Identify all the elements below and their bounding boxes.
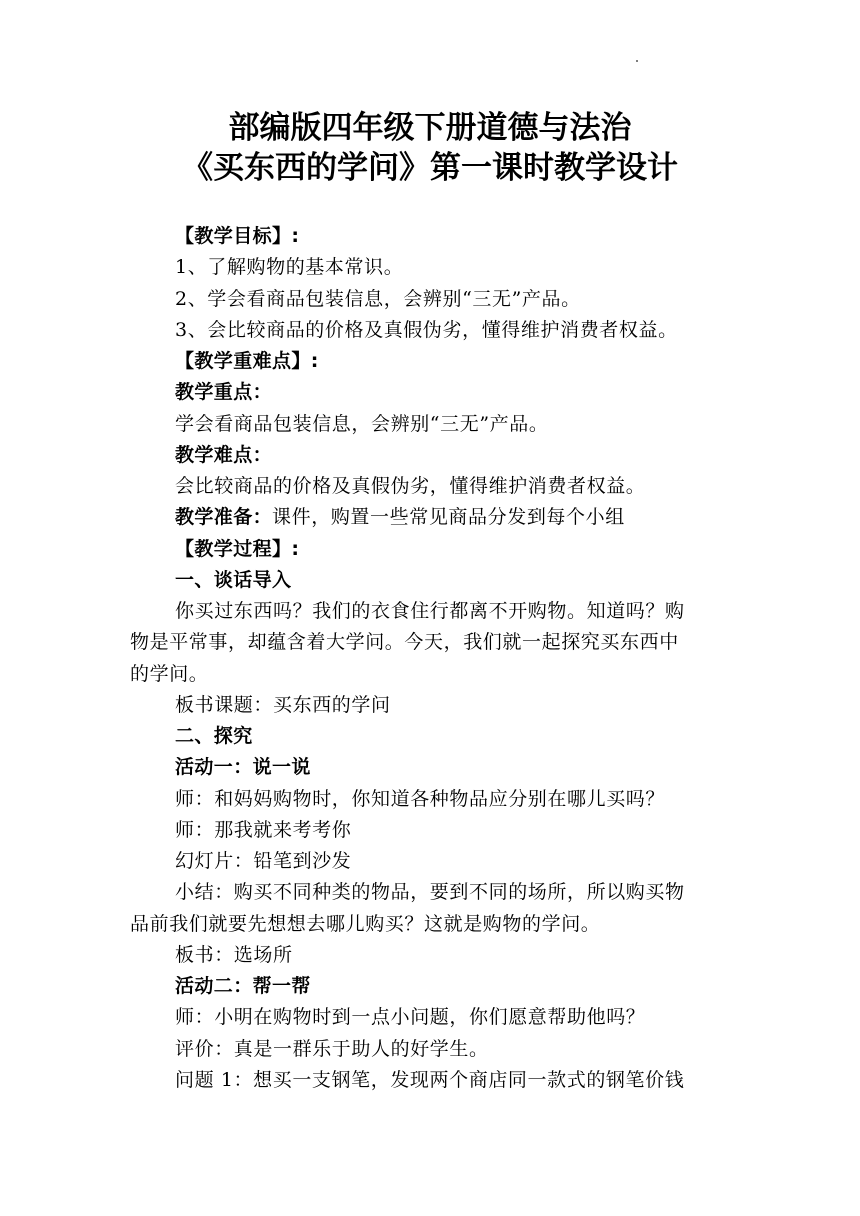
subheading-key-point: 教学重点： xyxy=(175,381,273,404)
activity-heading-1: 活动一：说一说 xyxy=(175,756,311,779)
paragraph-line: 物是平常事，却蕴含着大学问。今天，我们就一起探究买东西中 xyxy=(130,631,679,654)
difficulty-text: 会比较商品的价格及真假伪劣，懂得维护消费者权益。 xyxy=(175,475,646,497)
document-title-line-1: 部编版四年级下册道德与法治 xyxy=(228,110,632,146)
paragraph-line: 师：小明在购物时到一点小问题，你们愿意帮助他吗？ xyxy=(175,1006,646,1029)
preparation-line xyxy=(130,502,740,533)
paragraph-line: 板书：选场所 xyxy=(175,943,293,966)
step-heading-intro: 一、谈话导入 xyxy=(175,568,292,591)
subheading-difficulty: 教学难点： xyxy=(175,443,273,466)
paragraph-line: 小结：购买不同种类的物品，要到不同的场所，所以购买物 xyxy=(175,881,685,904)
document-body xyxy=(130,221,740,1096)
paragraph-line: 的学问。 xyxy=(130,662,209,685)
paragraph-line: 师：那我就来考考你 xyxy=(175,818,352,841)
section-heading-objectives: 【教学目标】: xyxy=(175,225,300,247)
section-heading-process: 【教学过程】: xyxy=(175,537,300,560)
paragraph-line: 品前我们就要先想想去哪儿购买？这就是购物的学问。 xyxy=(130,912,601,935)
subheading-preparation: 教学准备： xyxy=(175,506,273,529)
objective-item-3: 3、会比较商品的价格及真假伪劣，懂得维护消费者权益。 xyxy=(175,318,678,341)
document-title-line-2: 《买东西的学问》第一课时教学设计 xyxy=(182,150,678,186)
board-title-line: 板书课题：买东西的学问 xyxy=(175,693,391,716)
objective-item-1: 1、了解购物的基本常识。 xyxy=(175,256,404,279)
paragraph-line: 师：和妈妈购物时，你知道各种物品应分别在哪儿买吗？ xyxy=(175,787,666,810)
section-heading-key-points: 【教学重难点】: xyxy=(175,350,319,372)
paragraph-line: 评价：真是一群乐于助人的好学生。 xyxy=(175,1037,489,1060)
step-heading-explore: 二、探究 xyxy=(175,725,253,747)
preparation-text: 课件，购置一些常见商品分发到每个小组 xyxy=(272,506,625,529)
objective-item-2: 2、学会看商品包装信息，会辨别“三无”产品。 xyxy=(175,287,581,310)
paragraph-line: 你买过东西吗？我们的衣食住行都离不开购物。知道吗？购 xyxy=(175,600,685,622)
paragraph-line: 问题 1：想买一支钢笔，发现两个商店同一款式的钢笔价钱 xyxy=(175,1068,685,1091)
activity-heading-2: 活动二：帮一帮 xyxy=(175,975,311,997)
key-point-text: 学会看商品包装信息，会辨别“三无”产品。 xyxy=(175,412,549,435)
paragraph-line: 幻灯片：铅笔到沙发 xyxy=(175,850,352,872)
stray-dot-mark xyxy=(636,60,638,62)
